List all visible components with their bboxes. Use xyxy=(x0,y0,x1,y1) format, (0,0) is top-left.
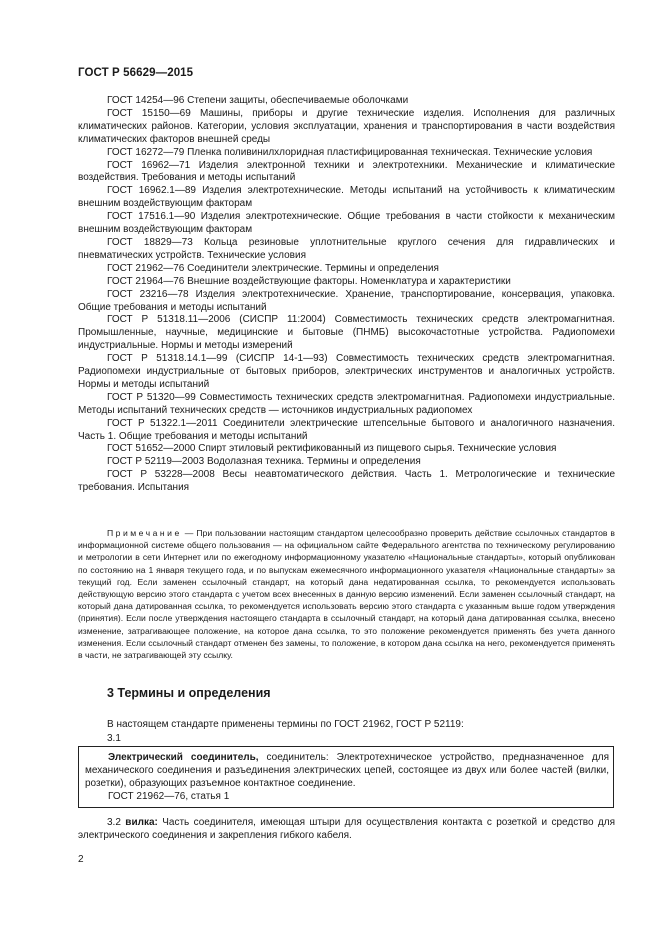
reference-item: ГОСТ 51652—2000 Спирт этиловый ректификованный из пищевого сырья. Технические условия xyxy=(107,443,557,455)
reference-item: ГОСТ Р 51318.11—2006 (СИСПР 11:2004) Совместимость технических средств электромагнитная. Промышленные, научные, медицинские и бытовые (ПНМБ) высокочастотные устройства. Радиопомехи индустриальные. Нормы и методы измерений xyxy=(78,314,615,352)
item-number: 3.2 xyxy=(107,817,121,828)
normative-references-list xyxy=(78,95,615,495)
reference-item: ГОСТ 16962—71 Изделия электронной техники и электротехники. Механические и климатические воздействия. Требования и методы испытаний xyxy=(78,159,615,184)
reference-item: ГОСТ Р 53228—2008 Весы неавтоматического действия. Часть 1. Метрологические и технические требования. Испытания xyxy=(78,469,615,494)
reference-item: ГОСТ 23216—78 Изделия электротехнические. Хранение, транспортирование, консервация, упаковка. Общие требования и методы испытаний xyxy=(78,288,615,313)
reference-item: ГОСТ 16962.1—89 Изделия электротехнические. Методы испытаний на устойчивость к климатическим внешним воздействующим факторам xyxy=(78,185,615,210)
definition-plug xyxy=(78,816,615,842)
reference-item: ГОСТ Р 51318.14.1—99 (СИСПР 14-1—93) Совместимость технических средств электромагнитная. Радиопомехи индустриальные от бытовых приборов, электрических инструментов и аналогичных устройств. Нормы и методы испытаний xyxy=(78,353,615,390)
reference-item: ГОСТ 21964—76 Внешние воздействующие факторы. Номенклатура и характеристики xyxy=(107,275,511,287)
reference-item: ГОСТ 15150—69 Машины, приборы и другие технические изделия. Исполнения для различных климатических районов. Категории, условия эксплуатации, хранения и транспортирования в части воздействия климатических факторов внешней среды xyxy=(78,107,615,145)
definition-source: ГОСТ 21962—76, статья 1 xyxy=(108,791,230,802)
reference-item: ГОСТ Р 52119—2003 Водолазная техника. Термины и определения xyxy=(107,456,421,468)
reference-item: ГОСТ Р 51320—99 Совместимость технических средств электромагнитная. Радиопомехи индустриальные. Методы испытаний технических средств — источников индустриальных радиопомех xyxy=(78,391,615,416)
note-paragraph xyxy=(78,527,615,661)
note-text: — При пользовании настоящим стандартом целесообразно проверить действие ссылочных стандартов в информационной системе общего пользования — на официальном сайте Федерального агентства по техническому регулированию и метрологии в сети Интернет или по ежегодному информационному указателю «Национальные стандарты», который опубликован по состоянию на 1 января текущего года, и по выпускам ежемесячного информационного указателя «Национальные стандарты» за текущий год. Если заменен ссылочный стандарт, на который дана недатированная ссылка, то рекомендуется использовать действующую версию этого стандарта с учетом всех внесенных в данную версию изменений. Если заменен ссылочный стандарт, на который дана датированная ссылка, то рекомендуется использовать версию этого стандарта с указанным выше годом утверждения (принятия). Если после утверждения настоящего стандарта в ссылочный стандарт, на который дана датированная ссылка, внесено изменение, затрагивающее положение, на которое дана ссылка, то это положение рекомендуется применять без учета данного изменения. Если ссылочный стандарт отменен без замены, то положение, в котором дана ссылка на него, рекомендуется применять в части, не затрагивающей эту ссылку. xyxy=(78,528,615,661)
reference-item: ГОСТ 14254—96 Степени защиты, обеспечиваемые оболочками xyxy=(107,95,409,106)
section-title: 3 Термины и определения xyxy=(107,686,271,700)
definition-body: соединитель: Электротехническое устройство, предназначенное для механического соединения и разъединения электрических цепей, состоящее из двух или более частей (вилки, розетки), образующих разъемное контактное соединение. xyxy=(85,752,609,789)
intro-text: В настоящем стандарте применены термины по ГОСТ 21962, ГОСТ Р 52119: xyxy=(107,719,464,730)
reference-item: ГОСТ 17516.1—90 Изделия электротехнические. Общие требования в части стойкости к механическим внешним воздействующим факторам xyxy=(78,211,615,236)
item-number: 3.1 xyxy=(107,733,121,744)
note-label: Примечание xyxy=(107,528,182,538)
reference-item: ГОСТ 16272—79 Пленка поливинилхлоридная пластифицированная техническая. Технические условия xyxy=(107,146,593,158)
reference-item: ГОСТ Р 51322.1—2011 Соединители электрические штепсельные бытового и аналогичного назначения. Часть 1. Общие требования и методы испытаний xyxy=(78,417,615,442)
definition-term: вилка: xyxy=(125,817,158,828)
reference-item: ГОСТ 21962—76 Соединители электрические. Термины и определения xyxy=(107,262,439,274)
page-number: 2 xyxy=(78,854,84,865)
definition-term: Электрический соединитель, xyxy=(108,752,259,763)
definition-body: Часть соединителя, имеющая штыри для осуществления контакта с розеткой и средство для электрического соединения и закрепления гибкого кабеля. xyxy=(78,817,616,841)
definition-box xyxy=(78,746,614,808)
document-header: ГОСТ Р 56629—2015 xyxy=(78,67,194,79)
section-intro xyxy=(107,718,615,746)
definition-text xyxy=(79,751,613,790)
reference-item: ГОСТ 18829—73 Кольца резиновые уплотнительные круглого сечения для гидравлических и пневматических устройств. Технические условия xyxy=(78,236,615,261)
